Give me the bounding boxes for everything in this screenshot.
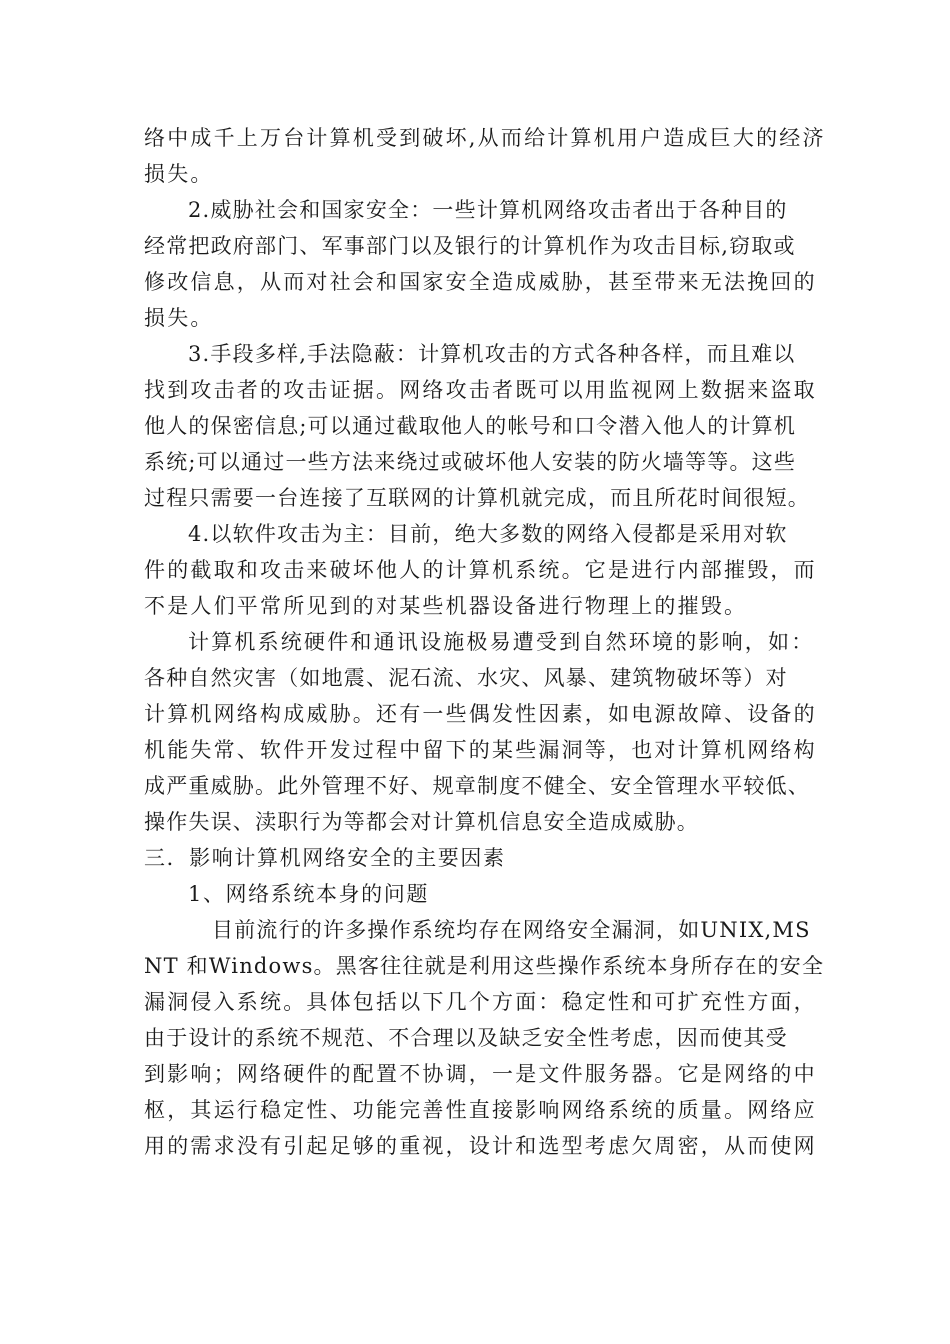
text-line: 不是人们平常所见到的对某些机器设备进行物理上的摧毁。 xyxy=(144,594,748,618)
text-line: 成严重威胁。此外管理不好、规章制度不健全、安全管理水平较低、 xyxy=(144,774,810,798)
text-line: 找到攻击者的攻击证据。网络攻击者既可以用监视网上数据来盗取 xyxy=(144,378,817,402)
text-line: 经常把政府部门、军事部门以及银行的计算机作为攻击目标,窃取或 xyxy=(144,234,796,258)
text-line: 机能失常、软件开发过程中留下的某些漏洞等，也对计算机网络构 xyxy=(144,738,817,762)
text-line: 损失。 xyxy=(144,306,214,330)
subsection-heading: 1、网络系统本身的问题 xyxy=(188,882,429,906)
paragraph-2-heading: 2.威胁社会和国家安全：一些计算机网络攻击者出于各种目的 xyxy=(188,198,788,222)
text-line: 用的需求没有引起足够的重视，设计和选型考虑欠周密，从而使网 xyxy=(144,1134,817,1158)
text-line: 各种自然灾害（如地震、泥石流、水灾、风暴、建筑物破坏等）对 xyxy=(144,666,788,690)
text-line: 件的截取和攻击来破坏他人的计算机系统。它是进行内部摧毁，而 xyxy=(144,558,817,582)
text-line: 他人的保密信息;可以通过截取他人的帐号和口令潜入他人的计算机 xyxy=(144,414,797,438)
text-line: 系统;可以通过一些方法来绕过或破坏他人安装的防火墙等等。这些 xyxy=(144,450,797,474)
paragraph-4-heading: 4.以软件攻击为主：目前，绝大多数的网络入侵都是采用对软 xyxy=(188,522,788,546)
text-line: 计算机系统硬件和通讯设施极易遭受到自然环境的影响，如： xyxy=(188,630,815,654)
text-line: 损失。 xyxy=(144,162,214,186)
section-heading: 三．影响计算机网络安全的主要因素 xyxy=(144,846,506,870)
text-line: 络中成千上万台计算机受到破坏,从而给计算机用户造成巨大的经济 xyxy=(144,126,826,150)
text-line: 目前流行的许多操作系统均存在网络安全漏洞，如UNIX,MS xyxy=(212,918,811,942)
text-line: 到影响；网络硬件的配置不协调，一是文件服务器。它是网络的中 xyxy=(144,1062,817,1086)
text-line: 操作失误、渎职行为等都会对计算机信息安全造成威胁。 xyxy=(144,810,699,834)
text-line: 修改信息，从而对社会和国家安全造成威胁，甚至带来无法挽回的 xyxy=(144,270,817,294)
text-line: NT 和Windows。黑客往往就是利用这些操作系统本身所存在的安全 xyxy=(144,954,825,978)
text-line: 由于设计的系统不规范、不合理以及缺乏安全性考虑，因而使其受 xyxy=(144,1026,788,1050)
text-line: 计算机网络构成威胁。还有一些偶发性因素，如电源故障、设备的 xyxy=(144,702,817,726)
paragraph-3-heading: 3.手段多样,手法隐蔽：计算机攻击的方式各种各样，而且难以 xyxy=(188,342,796,366)
text-line: 过程只需要一台连接了互联网的计算机就完成，而且所花时间很短。 xyxy=(144,486,810,510)
text-line: 漏洞侵入系统。具体包括以下几个方面：稳定性和可扩充性方面， xyxy=(144,990,817,1014)
text-line: 枢，其运行稳定性、功能完善性直接影响网络系统的质量。网络应 xyxy=(144,1098,817,1122)
